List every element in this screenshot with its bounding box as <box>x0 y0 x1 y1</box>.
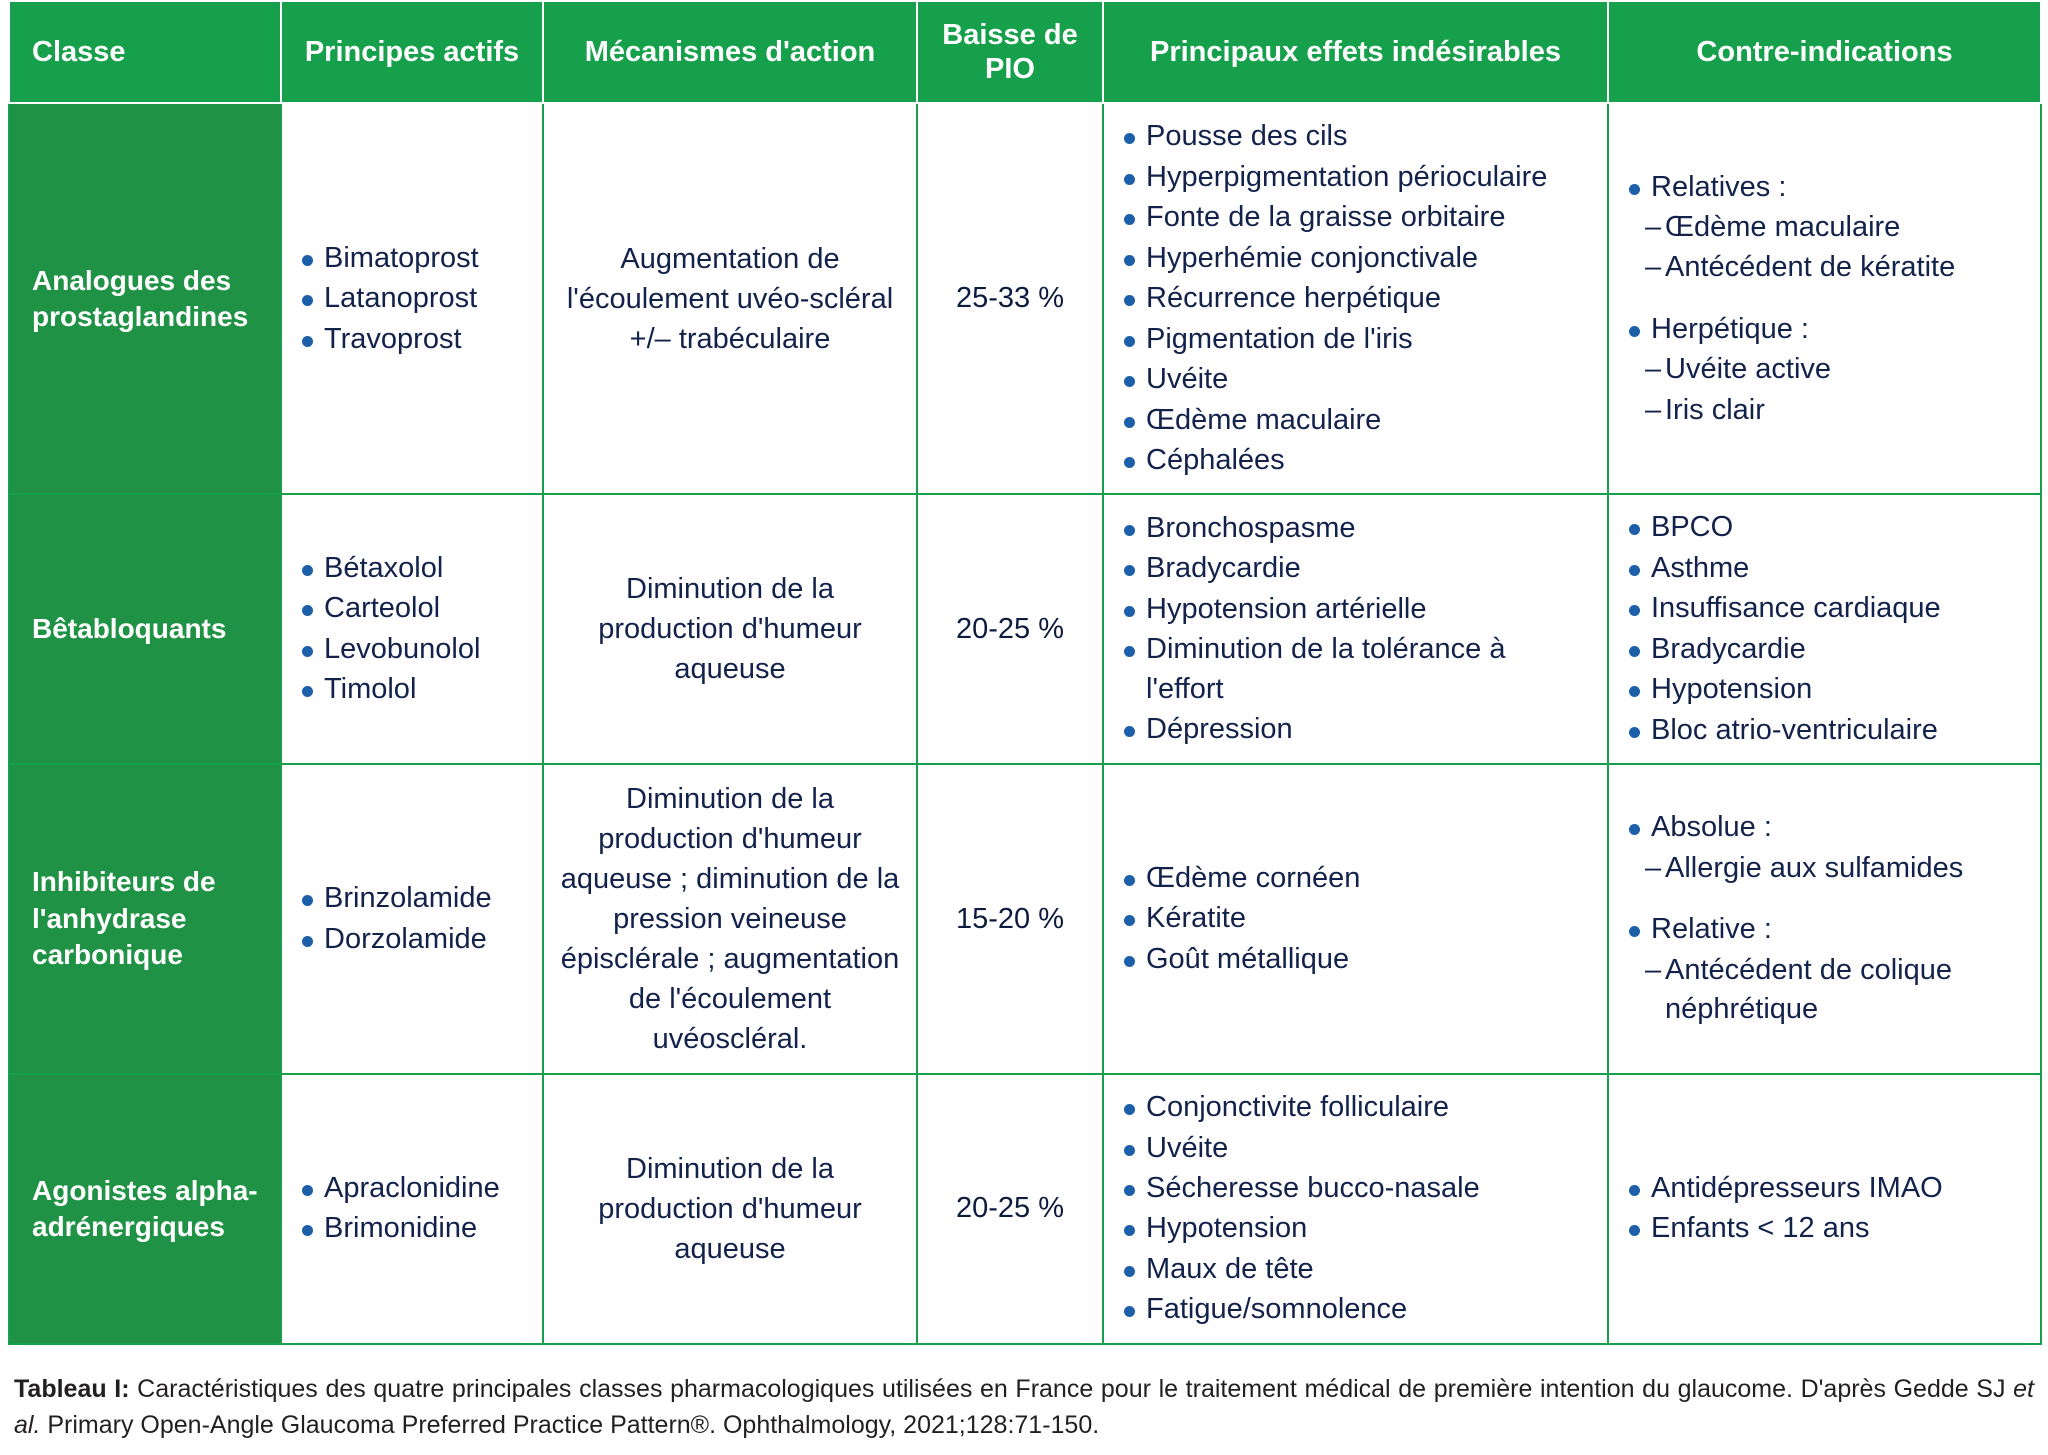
list-item: – Œdème maculaire <box>1625 208 2024 247</box>
table-row <box>9 103 2041 494</box>
principes-list <box>298 1169 526 1249</box>
list-item: Dépression <box>1120 710 1591 749</box>
column-header-effets-indesirables: Principaux effets indésirables <box>1103 1 1608 103</box>
list-item: Fonte de la graisse orbitaire <box>1120 198 1591 237</box>
list-item: Hyperpigmentation périoculaire <box>1120 158 1591 197</box>
cell-principes-actifs <box>281 103 543 494</box>
list-item: Hypotension artérielle <box>1120 590 1591 629</box>
list-item: – Allergie aux sulfamides <box>1625 849 2024 888</box>
list-item: Hypotension <box>1625 670 2024 709</box>
cell-contre-indications <box>1608 103 2041 494</box>
row-class-label: Bêtabloquants <box>9 494 281 764</box>
list-item: Travoprost <box>298 320 526 359</box>
list-item: Latanoprost <box>298 279 526 318</box>
list-item: Kératite <box>1120 899 1591 938</box>
list-item: Levobunolol <box>298 630 526 669</box>
contre-indications-list <box>1625 508 2024 750</box>
list-item: BPCO <box>1625 508 2024 547</box>
list-item: Pousse des cils <box>1120 117 1591 156</box>
cell-baisse-pio: 20-25 % <box>917 1074 1103 1344</box>
effets-list <box>1120 509 1591 750</box>
principes-list <box>298 879 526 959</box>
contre-indications-list <box>1625 1169 2024 1249</box>
list-item: Insuffisance cardiaque <box>1625 589 2024 628</box>
cell-effets-indesirables <box>1103 1074 1608 1344</box>
column-header-contre-indications: Contre-indications <box>1608 1 2041 103</box>
list-item: Œdème cornéen <box>1120 859 1591 898</box>
cell-mecanismes: Diminution de la production d'humeur aqueuse <box>543 1074 917 1344</box>
list-item: Hyperhémie conjonctivale <box>1120 239 1591 278</box>
list-item: Pigmentation de l'iris <box>1120 320 1591 359</box>
cell-effets-indesirables <box>1103 103 1608 494</box>
list-item: Bétaxolol <box>298 549 526 588</box>
cell-contre-indications <box>1608 494 2041 764</box>
header-row <box>9 1 2041 103</box>
cell-contre-indications <box>1608 764 2041 1074</box>
list-item: Uvéite <box>1120 360 1591 399</box>
cell-principes-actifs <box>281 764 543 1074</box>
effets-list <box>1120 1088 1591 1330</box>
table-row <box>9 764 2041 1074</box>
list-item: Maux de tête <box>1120 1250 1591 1289</box>
list-item: Bradycardie <box>1120 549 1591 588</box>
row-class-label: Inhibiteurs de l'anhydrase carbonique <box>9 764 281 1074</box>
list-item: – Antécédent de kératite <box>1625 248 2024 287</box>
list-item: Apraclonidine <box>298 1169 526 1208</box>
caption-label: Tableau I: <box>14 1374 130 1403</box>
list-item: Timolol <box>298 670 526 709</box>
list-item: – Iris clair <box>1625 391 2024 430</box>
list-item: Absolue : <box>1625 808 2024 847</box>
list-item: Bradycardie <box>1625 630 2024 669</box>
list-item: Asthme <box>1625 549 2024 588</box>
contre-indications-list <box>1625 168 2024 431</box>
list-item: Fatigue/somnolence <box>1120 1290 1591 1329</box>
list-item: – Uvéite active <box>1625 350 2024 389</box>
cell-principes-actifs <box>281 494 543 764</box>
list-item: – Antécédent de colique néphrétique <box>1625 951 2024 1030</box>
table-row <box>9 494 2041 764</box>
list-item: Enfants < 12 ans <box>1625 1209 2024 1248</box>
cell-mecanismes: Diminution de la production d'humeur aqueuse <box>543 494 917 764</box>
table-header <box>9 1 2041 103</box>
column-header-mecanismes: Mécanismes d'action <box>543 1 917 103</box>
cell-baisse-pio: 20-25 % <box>917 494 1103 764</box>
caption-text-2: Primary Open-Angle Glaucoma Preferred Practice Pattern®. Ophthalmology, 2021;128:71-150. <box>40 1410 1100 1439</box>
cell-baisse-pio: 25-33 % <box>917 103 1103 494</box>
principes-list <box>298 549 526 710</box>
row-class-label: Analogues des prostaglandines <box>9 103 281 494</box>
caption-italic: et al. <box>14 1374 2034 1439</box>
list-item: Diminution de la tolérance à l'effort <box>1120 630 1591 709</box>
list-item: Bimatoprost <box>298 239 526 278</box>
column-header-principes-actifs: Principes actifs <box>281 1 543 103</box>
list-item: Antidépresseurs IMAO <box>1625 1169 2024 1208</box>
list-item: Carteolol <box>298 589 526 628</box>
effets-list <box>1120 117 1591 480</box>
list-item: Sécheresse bucco-nasale <box>1120 1169 1591 1208</box>
cell-mecanismes: Diminution de la production d'humeur aqueuse ; diminution de la pression veineuse épisclérale ; augmentation de l'écoulement uvéoscléral. <box>543 764 917 1074</box>
caption-text-1: Caractéristiques des quatre principales classes pharmacologiques utilisées en France pour le traitement médical de première intention du glaucome. D'après Gedde SJ <box>129 1374 2014 1403</box>
list-item: Goût métallique <box>1120 940 1591 979</box>
table-body <box>9 103 2041 1343</box>
list-item: Bloc atrio-ventriculaire <box>1625 711 2024 750</box>
list-item: Conjonctivite folliculaire <box>1120 1088 1591 1127</box>
row-class-label: Agonistes alpha-adrénergiques <box>9 1074 281 1344</box>
list-item: Hypotension <box>1120 1209 1591 1248</box>
list-item: Céphalées <box>1120 441 1591 480</box>
list-item: Dorzolamide <box>298 920 526 959</box>
cell-contre-indications <box>1608 1074 2041 1344</box>
table-row <box>9 1074 2041 1344</box>
effets-list <box>1120 859 1591 979</box>
list-item: Relatives : <box>1625 168 2024 207</box>
cell-baisse-pio: 15-20 % <box>917 764 1103 1074</box>
cell-effets-indesirables <box>1103 494 1608 764</box>
principes-list <box>298 239 526 359</box>
list-item: Brimonidine <box>298 1209 526 1248</box>
list-item: Relative : <box>1625 910 2024 949</box>
table-caption <box>14 1371 2034 1444</box>
column-header-baisse-pio: Baisse de PIO <box>917 1 1103 103</box>
list-item: Herpétique : <box>1625 310 2024 349</box>
cell-principes-actifs <box>281 1074 543 1344</box>
list-item: Bronchospasme <box>1120 509 1591 548</box>
cell-effets-indesirables <box>1103 764 1608 1074</box>
cell-mecanismes: Augmentation de l'écoulement uvéo-scléral +/– trabéculaire <box>543 103 917 494</box>
list-item: Brinzolamide <box>298 879 526 918</box>
contre-indications-list <box>1625 808 2024 1029</box>
list-item: Œdème maculaire <box>1120 401 1591 440</box>
column-header-classe: Classe <box>9 1 281 103</box>
list-item: Uvéite <box>1120 1129 1591 1168</box>
glaucoma-treatment-table <box>8 0 2042 1345</box>
list-item: Récurrence herpétique <box>1120 279 1591 318</box>
